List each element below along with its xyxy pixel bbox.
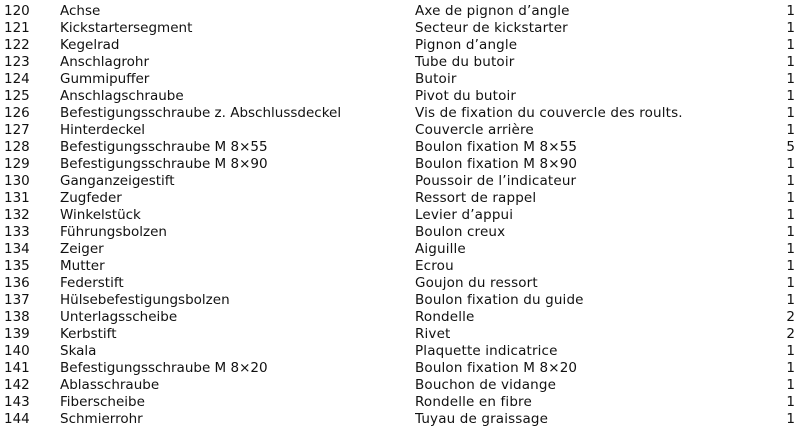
part-quantity: 5	[786, 139, 795, 155]
part-name-german: Federstift	[60, 275, 124, 291]
part-row	[0, 411, 800, 428]
part-row	[0, 122, 800, 139]
part-quantity: 1	[786, 71, 795, 87]
part-quantity: 1	[786, 122, 795, 138]
part-number: 129	[4, 156, 30, 172]
part-row	[0, 20, 800, 37]
part-row	[0, 139, 800, 156]
part-row	[0, 292, 800, 309]
part-row	[0, 241, 800, 258]
part-row	[0, 258, 800, 275]
part-row	[0, 54, 800, 71]
part-name-french: Bouchon de vidange	[415, 377, 557, 393]
part-row	[0, 275, 800, 292]
part-number: 127	[4, 122, 30, 138]
part-name-german: Befestigungsschraube M 8×90	[60, 156, 268, 172]
part-quantity: 1	[786, 411, 795, 427]
part-row	[0, 343, 800, 360]
part-number: 140	[4, 343, 30, 359]
part-name-french: Pignon d’angle	[415, 37, 518, 53]
part-name-french: Aiguille	[415, 241, 466, 257]
part-number: 133	[4, 224, 30, 240]
part-name-german: Anschlagrohr	[60, 54, 150, 70]
part-name-german: Befestigungsschraube M 8×55	[60, 139, 268, 155]
part-row	[0, 173, 800, 190]
part-number: 135	[4, 258, 30, 274]
part-row	[0, 360, 800, 377]
part-number: 121	[4, 20, 30, 36]
part-number: 125	[4, 88, 30, 104]
part-row	[0, 3, 800, 20]
part-number: 134	[4, 241, 30, 257]
part-name-german: Skala	[60, 343, 97, 359]
part-name-german: Befestigungsschraube z. Abschlussdeckel	[60, 105, 342, 121]
part-row	[0, 207, 800, 224]
part-name-german: Befestigungsschraube M 8×20	[60, 360, 268, 376]
part-quantity: 1	[786, 156, 795, 172]
part-number: 131	[4, 190, 30, 206]
part-quantity: 1	[786, 377, 795, 393]
part-quantity: 1	[786, 20, 795, 36]
part-name-french: Plaquette indicatrice	[415, 343, 558, 359]
part-number: 123	[4, 54, 30, 70]
part-row	[0, 394, 800, 411]
part-name-french: Boulon creux	[415, 224, 506, 240]
part-name-german: Führungsbolzen	[60, 224, 167, 240]
part-name-german: Kegelrad	[60, 37, 120, 53]
part-name-french: Rivet	[415, 326, 451, 342]
part-row	[0, 88, 800, 105]
part-name-german: Zeiger	[60, 241, 104, 257]
part-quantity: 1	[786, 190, 795, 206]
part-name-french: Vis de fixation du couvercle des roults.	[415, 105, 683, 121]
part-name-german: Gummipuffer	[60, 71, 150, 87]
part-name-french: Tuyau de graissage	[415, 411, 549, 427]
part-name-french: Poussoir de l’indicateur	[415, 173, 577, 189]
part-name-german: Zugfeder	[60, 190, 122, 206]
part-name-german: Kerbstift	[60, 326, 117, 342]
part-row	[0, 326, 800, 343]
part-quantity: 1	[786, 292, 795, 308]
part-name-german: Winkelstück	[60, 207, 141, 223]
part-quantity: 1	[786, 394, 795, 410]
part-name-french: Tube du butoir	[415, 54, 515, 70]
part-name-french: Pivot du butoir	[415, 88, 517, 104]
part-name-french: Secteur de kickstarter	[415, 20, 568, 36]
part-quantity: 1	[786, 241, 795, 257]
part-row	[0, 377, 800, 394]
part-quantity: 1	[786, 343, 795, 359]
part-name-french: Axe de pignon d’angle	[415, 3, 570, 19]
part-quantity: 1	[786, 224, 795, 240]
part-number: 139	[4, 326, 30, 342]
part-row	[0, 190, 800, 207]
part-row	[0, 105, 800, 122]
part-name-german: Ganganzeigestift	[60, 173, 175, 189]
part-name-french: Ecrou	[415, 258, 454, 274]
part-row	[0, 309, 800, 326]
part-quantity: 1	[786, 3, 795, 19]
part-number: 120	[4, 3, 30, 19]
part-name-german: Unterlagsscheibe	[60, 309, 178, 325]
part-number: 124	[4, 71, 30, 87]
part-name-german: Schmierrohr	[60, 411, 143, 427]
part-name-french: Boulon fixation M 8×90	[415, 156, 578, 172]
part-number: 128	[4, 139, 30, 155]
part-quantity: 1	[786, 37, 795, 53]
part-quantity: 2	[786, 309, 795, 325]
part-number: 138	[4, 309, 30, 325]
part-quantity: 1	[786, 173, 795, 189]
part-name-french: Butoir	[415, 71, 457, 87]
part-quantity: 1	[786, 88, 795, 104]
part-quantity: 1	[786, 360, 795, 376]
part-number: 142	[4, 377, 30, 393]
part-name-german: Kickstartersegment	[60, 20, 193, 36]
part-number: 137	[4, 292, 30, 308]
part-name-french: Levier d’appui	[415, 207, 514, 223]
part-quantity: 1	[786, 54, 795, 70]
part-name-french: Boulon fixation M 8×20	[415, 360, 578, 376]
part-name-german: Hülsebefestigungsbolzen	[60, 292, 230, 308]
part-name-french: Boulon fixation M 8×55	[415, 139, 578, 155]
part-number: 122	[4, 37, 30, 53]
part-name-german: Fiberscheibe	[60, 394, 145, 410]
part-number: 130	[4, 173, 30, 189]
part-quantity: 1	[786, 105, 795, 121]
part-number: 143	[4, 394, 30, 410]
part-name-german: Mutter	[60, 258, 105, 274]
part-name-french: Ressort de rappel	[415, 190, 537, 206]
part-number: 126	[4, 105, 30, 121]
part-row	[0, 71, 800, 88]
part-name-french: Rondelle en fibre	[415, 394, 532, 410]
part-row	[0, 156, 800, 173]
part-number: 144	[4, 411, 30, 427]
part-name-french: Boulon fixation du guide	[415, 292, 584, 308]
part-name-french: Couvercle arrière	[415, 122, 534, 138]
part-name-german: Hinterdeckel	[60, 122, 146, 138]
part-number: 132	[4, 207, 30, 223]
part-quantity: 1	[786, 207, 795, 223]
part-name-french: Rondelle	[415, 309, 475, 325]
part-row	[0, 37, 800, 54]
part-quantity: 1	[786, 275, 795, 291]
part-row	[0, 224, 800, 241]
part-quantity: 1	[786, 258, 795, 274]
part-quantity: 2	[786, 326, 795, 342]
part-name-german: Achse	[60, 3, 101, 19]
part-number: 141	[4, 360, 30, 376]
part-name-french: Goujon du ressort	[415, 275, 538, 291]
part-name-german: Ablasschraube	[60, 377, 160, 393]
part-number: 136	[4, 275, 30, 291]
part-name-german: Anschlagschraube	[60, 88, 184, 104]
